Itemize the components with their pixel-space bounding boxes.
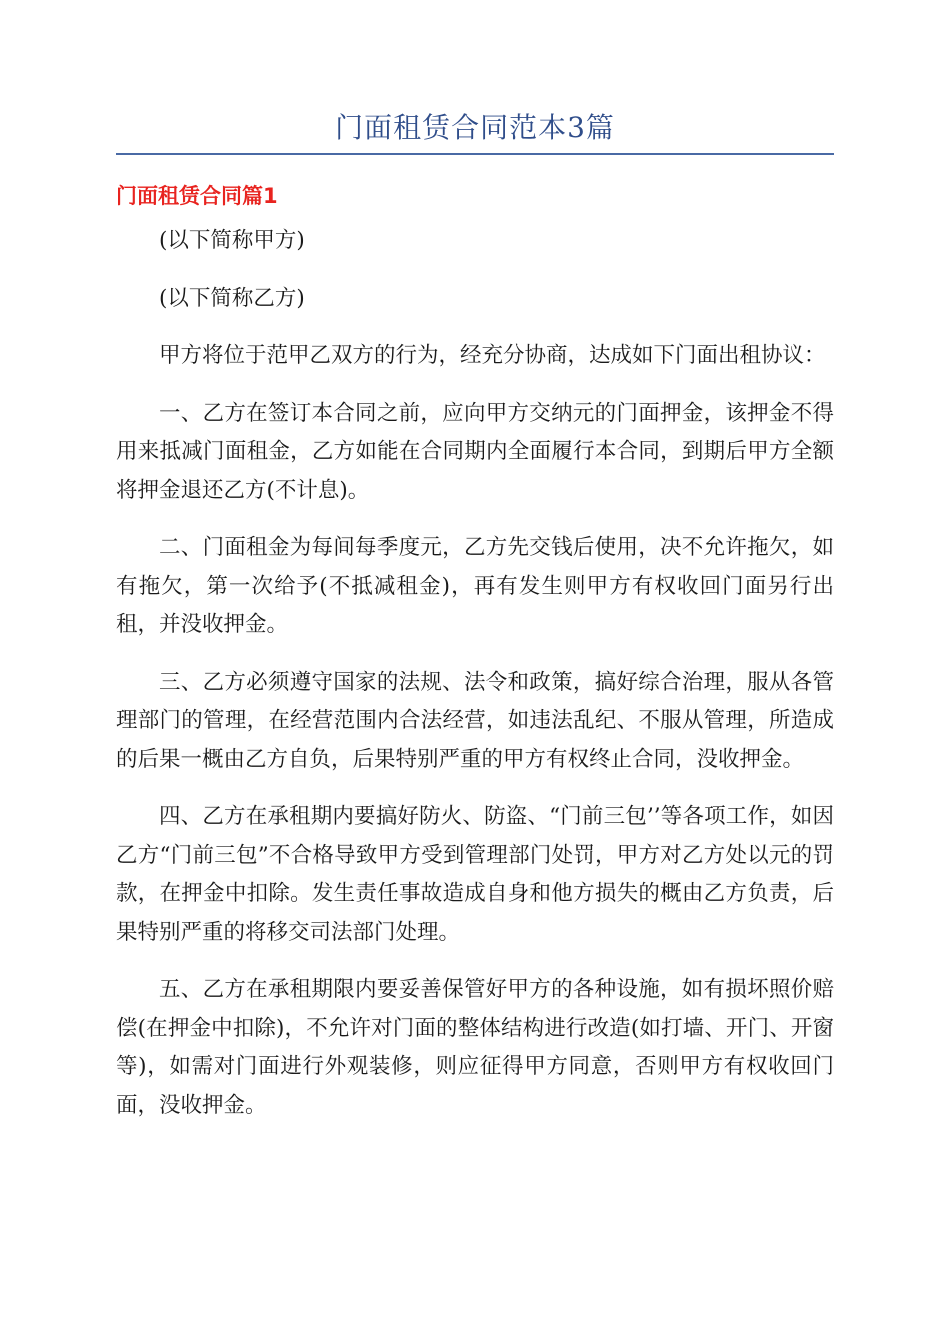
section-heading: 门面租赁合同篇1 [116,184,278,208]
paragraph-party-a: (以下简称甲方) [159,228,305,253]
paragraph-clause-2: 二、门面租金为每间每季度元，乙方先交钱后使用，决不允许拖欠，如有拖欠，第一次给予(不抵减租金)，再有发生则甲方有权收回门面另行出租，并没收押金。 [116,535,834,637]
paragraph-preamble: 甲方将位于范甲乙双方的行为，经充分协商，达成如下门面出租协议： [159,343,826,368]
paragraph-clause-4: 四、乙方在承租期内要搞好防火、防盗、“门前三包’’等各项工作，如因乙方“门前三包”不合格导致甲方受到管理部门处罚，甲方对乙方处以元的罚款，在押金中扣除。发生责任事故造成自身和他方损失的概由乙方负责，后果特别严重的将移交司法部门处理。 [116,804,834,945]
paragraph-clause-5: 五、乙方在承租期限内要妥善保管好甲方的各种设施，如有损坏照价赔偿(在押金中扣除)，不允许对门面的整体结构进行改造(如打墙、开门、开窗等)，如需对门面进行外观装修，则应征得甲方同意，否则甲方有权收回门面，没收押金。 [116,977,834,1118]
document-body [116,222,834,1144]
paragraph-clause-1: 一、乙方在签订本合同之前，应向甲方交纳元的门面押金，该押金不得用来抵减门面租金，乙方如能在合同期内全面履行本合同，到期后甲方全额将押金退还乙方(不计息)。 [116,400,834,503]
title-divider [116,153,834,155]
paragraph-clause-3: 三、乙方必须遵守国家的法规、法令和政策，搞好综合治理，服从各管理部门的管理，在经营范围内合法经营，如违法乱纪、不服从管理，所造成的后果一概由乙方自负，后果特别严重的甲方有权终止合同，没收押金。 [116,669,834,772]
paragraph-party-b: (以下简称乙方) [159,285,305,311]
document-title: 门面租赁合同范本3篇 [335,111,615,144]
